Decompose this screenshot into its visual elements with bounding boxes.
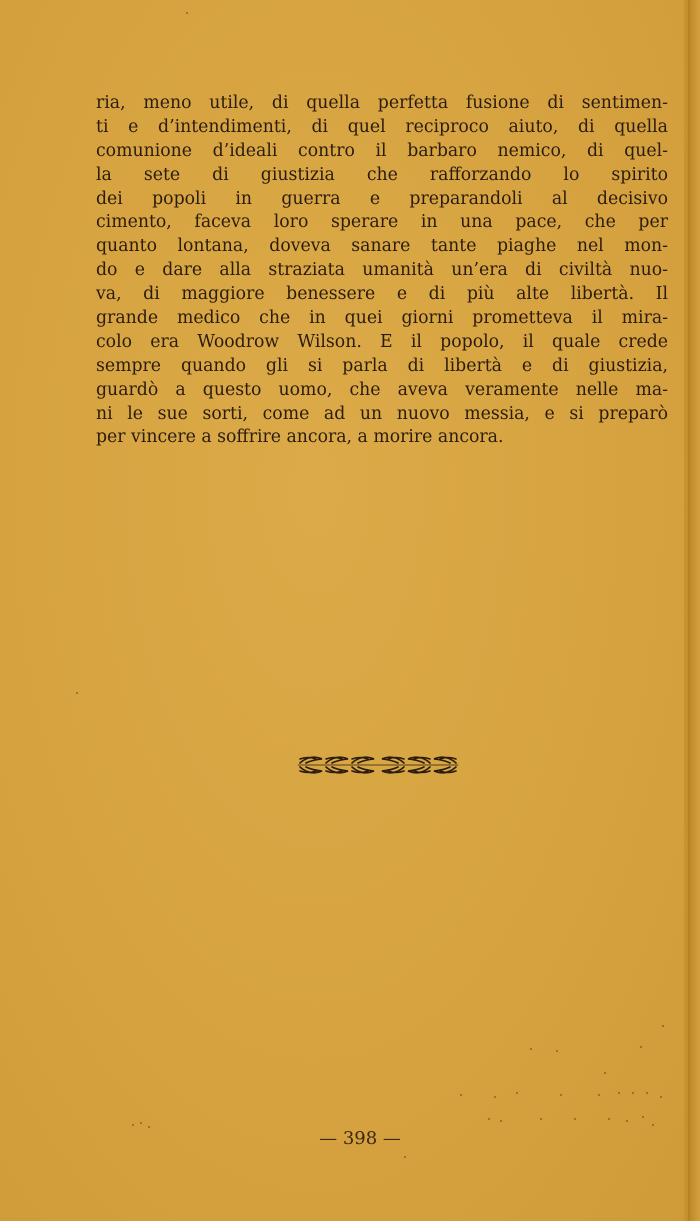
paper-speck — [632, 1092, 634, 1094]
text-line: la sete di giustizia che rafforzando lo spirito — [96, 164, 668, 185]
paper-speck — [140, 1122, 142, 1124]
text-line: guardò a questo uomo, che aveva veramente nelle ma- — [96, 379, 668, 400]
text-line: colo era Woodrow Wilson. E il popolo, il quale crede — [96, 331, 668, 352]
paper-speck — [556, 1050, 558, 1052]
paper-speck — [132, 1124, 134, 1126]
paper-speck — [604, 1072, 606, 1074]
text-line: quanto lontana, doveva sanare tante piaghe nel mon- — [96, 236, 668, 257]
paper-speck — [540, 1118, 542, 1120]
paper-speck — [76, 692, 78, 694]
page-edge — [684, 0, 700, 1221]
paper-speck — [574, 1118, 576, 1120]
page-edge-shadow — [688, 0, 690, 1221]
paper-speck — [148, 1126, 150, 1128]
text-line-last: per vincere a soffrire ancora, a morire ancora. — [96, 427, 504, 448]
paper-speck — [660, 1096, 662, 1098]
text-line: cimento, faceva loro sperare in una pace, che per — [96, 212, 668, 233]
paper-speck — [460, 1094, 462, 1096]
paper-speck — [500, 1120, 502, 1122]
text-line: ti e d’intendimenti, di quel reciproco aiuto, di quella — [96, 116, 668, 137]
decorative-ornament-icon — [296, 750, 460, 780]
text-line: ria, meno utile, di quella perfetta fusione di sentimen- — [96, 93, 668, 113]
text-line: va, di maggiore benessere e di più alte libertà. Il — [96, 284, 668, 305]
paper-speck — [618, 1092, 620, 1094]
paper-speck — [494, 1096, 496, 1098]
text-line: ni le sue sorti, come ad un nuovo messia, e si preparò — [96, 403, 668, 424]
paper-speck — [626, 1120, 628, 1122]
page-number: — 398 — — [319, 1128, 401, 1149]
paper-speck — [640, 1046, 642, 1048]
paper-speck — [608, 1118, 610, 1120]
paper-speck — [598, 1094, 600, 1096]
paper-speck — [488, 1118, 490, 1120]
paper-speck — [642, 1116, 644, 1118]
paper-speck — [404, 1156, 406, 1158]
text-line: dei popoli in guerra e preparandoli al decisivo — [96, 188, 668, 209]
paper-speck — [530, 1048, 532, 1050]
text-line: comunione d’ideali contro il barbaro nemico, di quel- — [96, 140, 668, 161]
paper-speck — [186, 12, 188, 14]
paper-speck — [646, 1092, 648, 1094]
text-line: do e dare alla straziata umanità un’era di civiltà nuo- — [96, 260, 668, 281]
text-line: sempre quando gli si parla di libertà e di giustizia, — [96, 355, 668, 376]
paper-speck — [560, 1094, 562, 1096]
text-line: grande medico che in quei giorni prometteva il mira- — [96, 308, 668, 329]
paper-speck — [662, 1025, 664, 1027]
body-paragraph — [96, 92, 668, 450]
paper-speck — [516, 1092, 518, 1094]
paper-speck — [652, 1124, 654, 1126]
